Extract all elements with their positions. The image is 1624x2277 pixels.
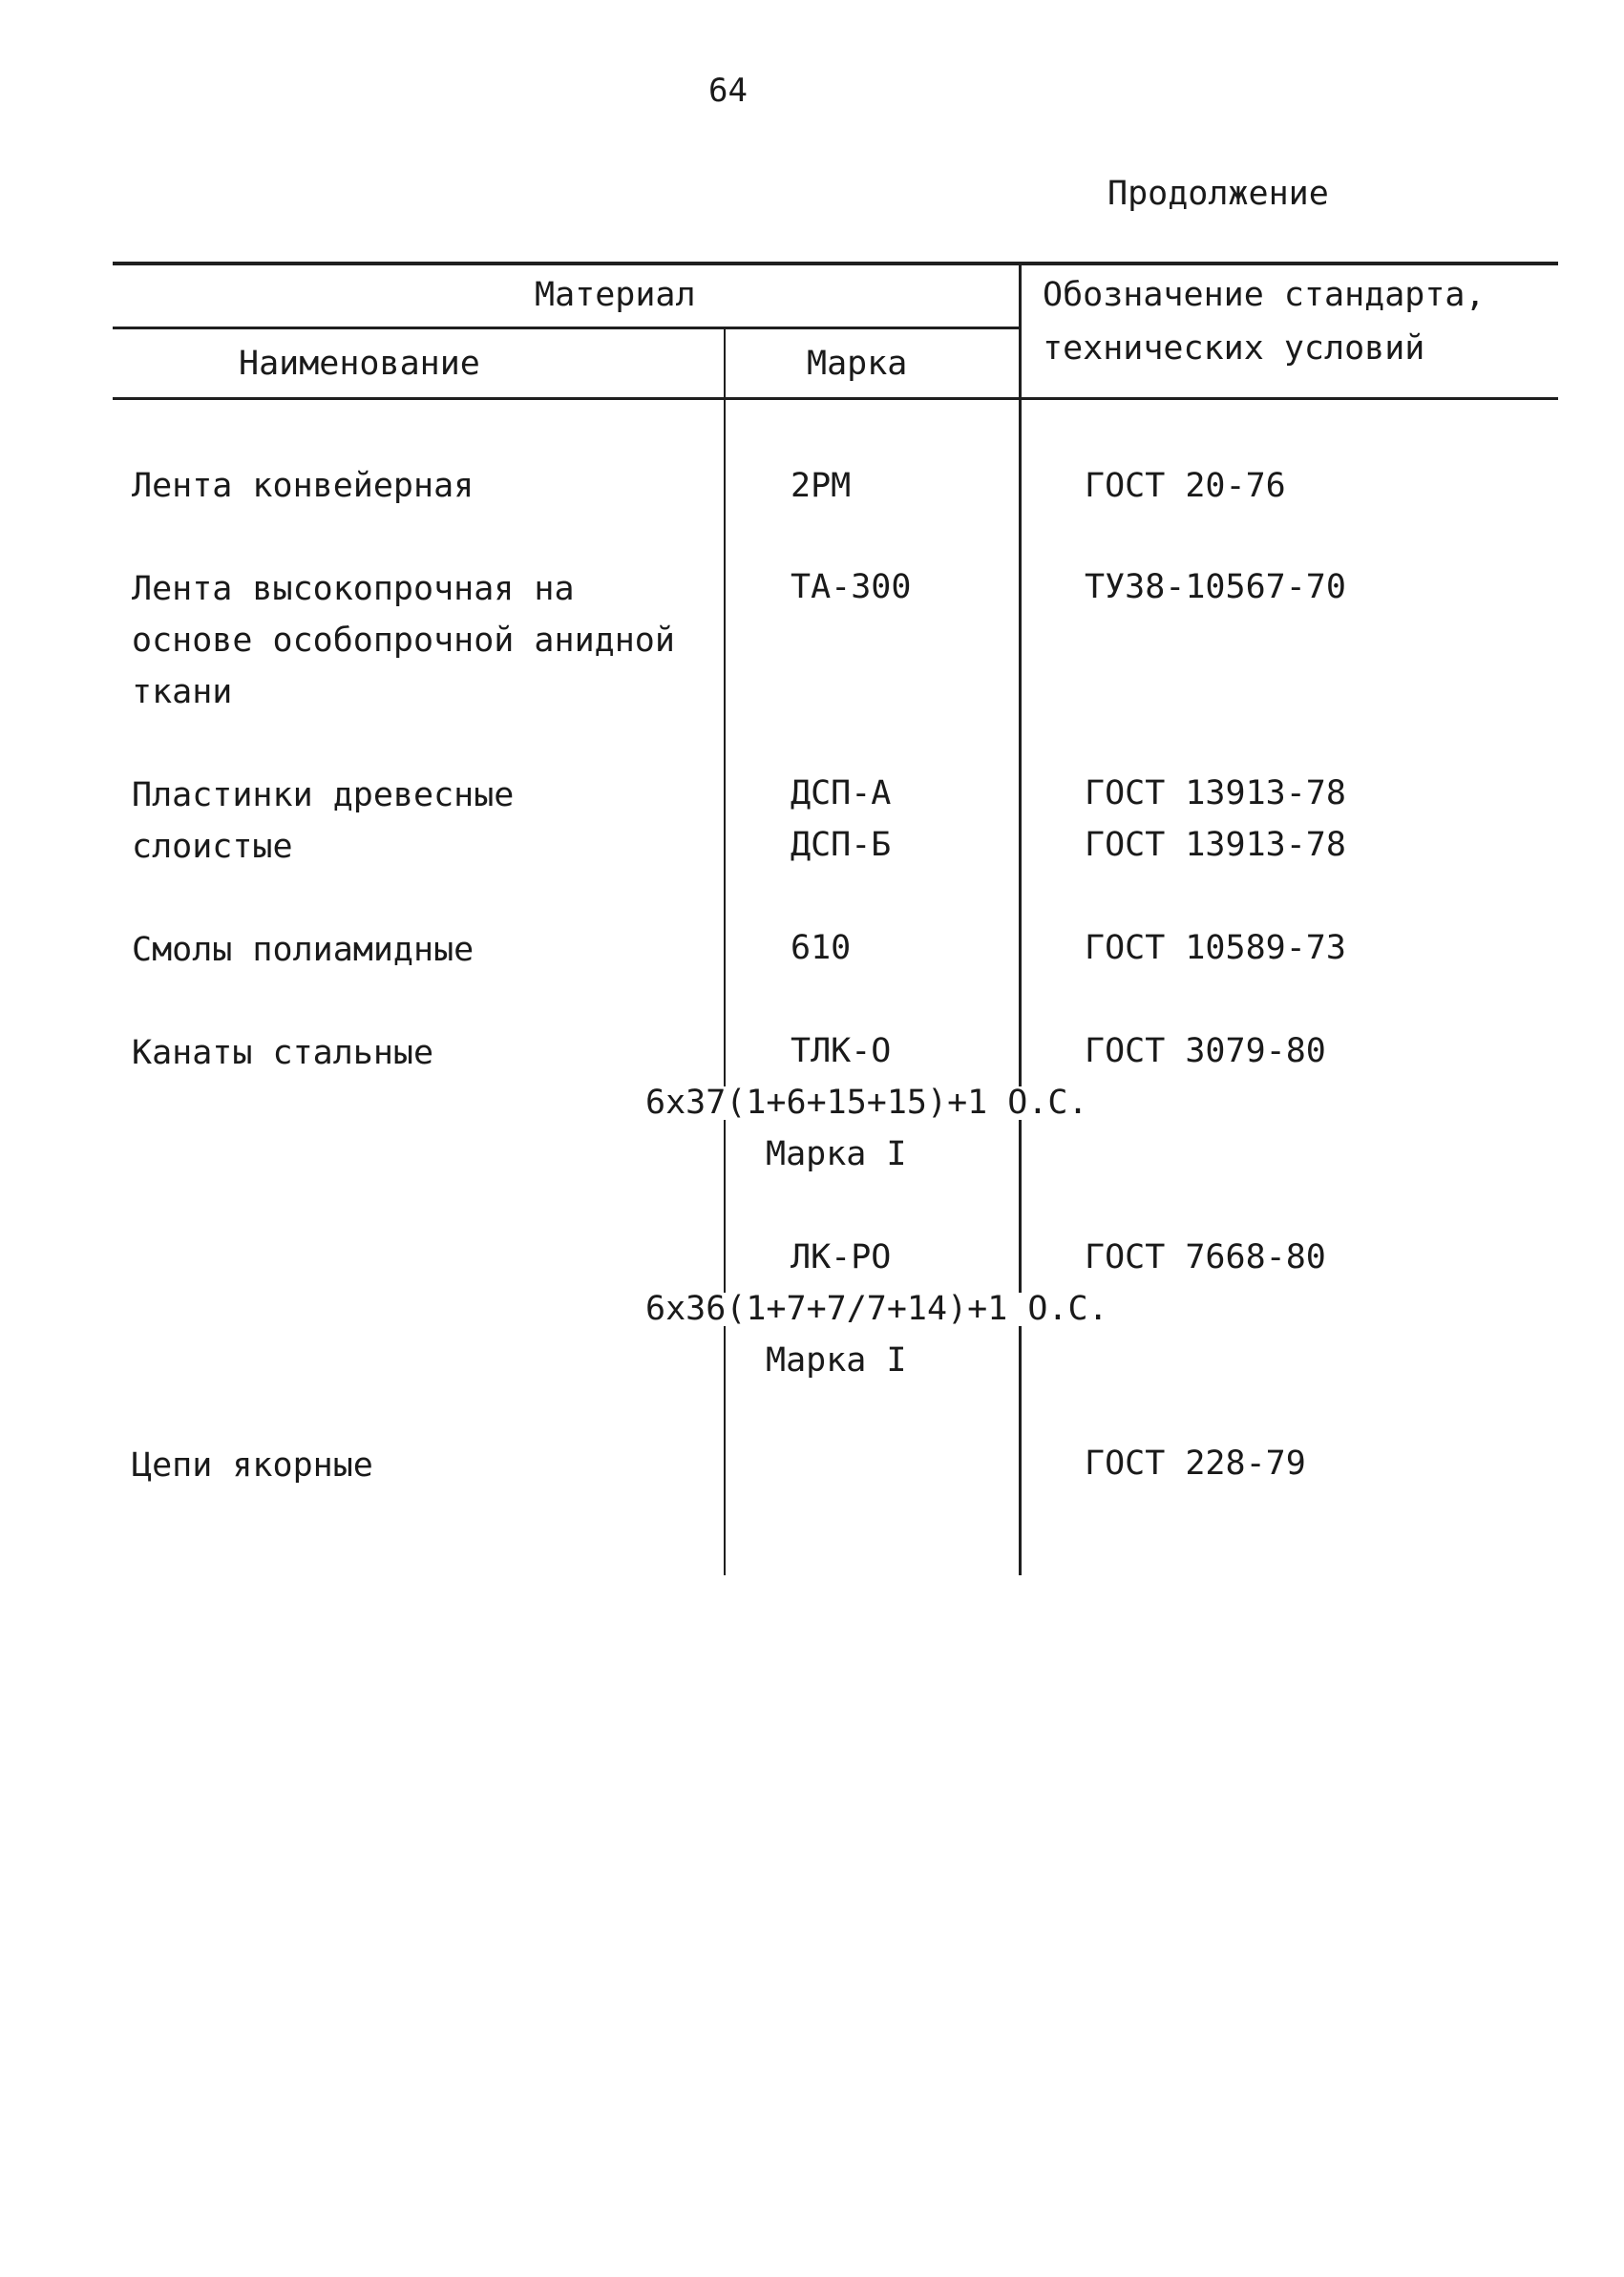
header-material: Материал: [535, 276, 696, 314]
header-standard-line2: технических условий: [1043, 329, 1425, 368]
continuation-label: Продолжение: [1107, 175, 1329, 213]
row-6-grade-mark: Марка I: [766, 1341, 907, 1380]
row-4-standard: ГОСТ 10589-73: [1085, 929, 1346, 967]
row-5-name: Канаты стальные: [132, 1034, 434, 1072]
column-divider-1: [724, 329, 726, 1575]
row-3-standard-1: ГОСТ 13913-78: [1085, 774, 1346, 812]
row-5-standard: ГОСТ 3079-80: [1085, 1032, 1326, 1070]
row-1-grade: 2РМ: [791, 467, 852, 505]
row-4-grade: 610: [791, 929, 852, 967]
row-5-grade-mark: Марка I: [766, 1135, 907, 1173]
row-7-name: Цепи якорные: [132, 1446, 373, 1485]
row-2-name-line2: основе особопрочной анидной: [132, 622, 675, 660]
row-3-grade-1: ДСП-А: [791, 774, 892, 812]
row-6-grade: ЛК-РО: [791, 1238, 892, 1276]
row-6-standard: ГОСТ 7668-80: [1085, 1238, 1326, 1276]
row-2-grade: ТА-300: [791, 568, 912, 606]
row-3-name-line2: слоистые: [132, 828, 293, 866]
row-1-name: Лента конвейерная: [132, 467, 475, 505]
row-5-rope-construction: 6х37(1+6+15+15)+1 О.С.: [642, 1086, 1092, 1120]
row-7-standard: ГОСТ 228-79: [1085, 1444, 1306, 1483]
table-top-rule: [113, 262, 1558, 265]
row-6-rope-construction: 6х36(1+7+7/7+14)+1 О.С.: [642, 1293, 1112, 1326]
row-2-name-line3: ткани: [132, 673, 233, 711]
row-2-name-line1: Лента высокопрочная на: [132, 570, 575, 608]
row-3-grade-2: ДСП-Б: [791, 826, 892, 864]
row-5-grade: ТЛК-О: [791, 1032, 892, 1070]
header-standard-line1: Обозначение стандарта,: [1043, 276, 1486, 314]
row-3-standard-2: ГОСТ 13913-78: [1085, 826, 1346, 864]
table-mid-rule: [113, 327, 1022, 329]
row-1-standard: ГОСТ 20-76: [1085, 467, 1286, 505]
table-header-bottom-rule: [113, 397, 1558, 400]
column-divider-2: [1019, 262, 1022, 1575]
header-name: Наименование: [239, 345, 480, 383]
row-4-name: Смолы полиамидные: [132, 931, 475, 969]
header-grade: Марка: [807, 345, 908, 383]
row-3-name-line1: Пластинки древесные: [132, 776, 515, 814]
page-number: 64: [708, 72, 748, 110]
row-2-standard: ТУ38-10567-70: [1085, 568, 1346, 606]
